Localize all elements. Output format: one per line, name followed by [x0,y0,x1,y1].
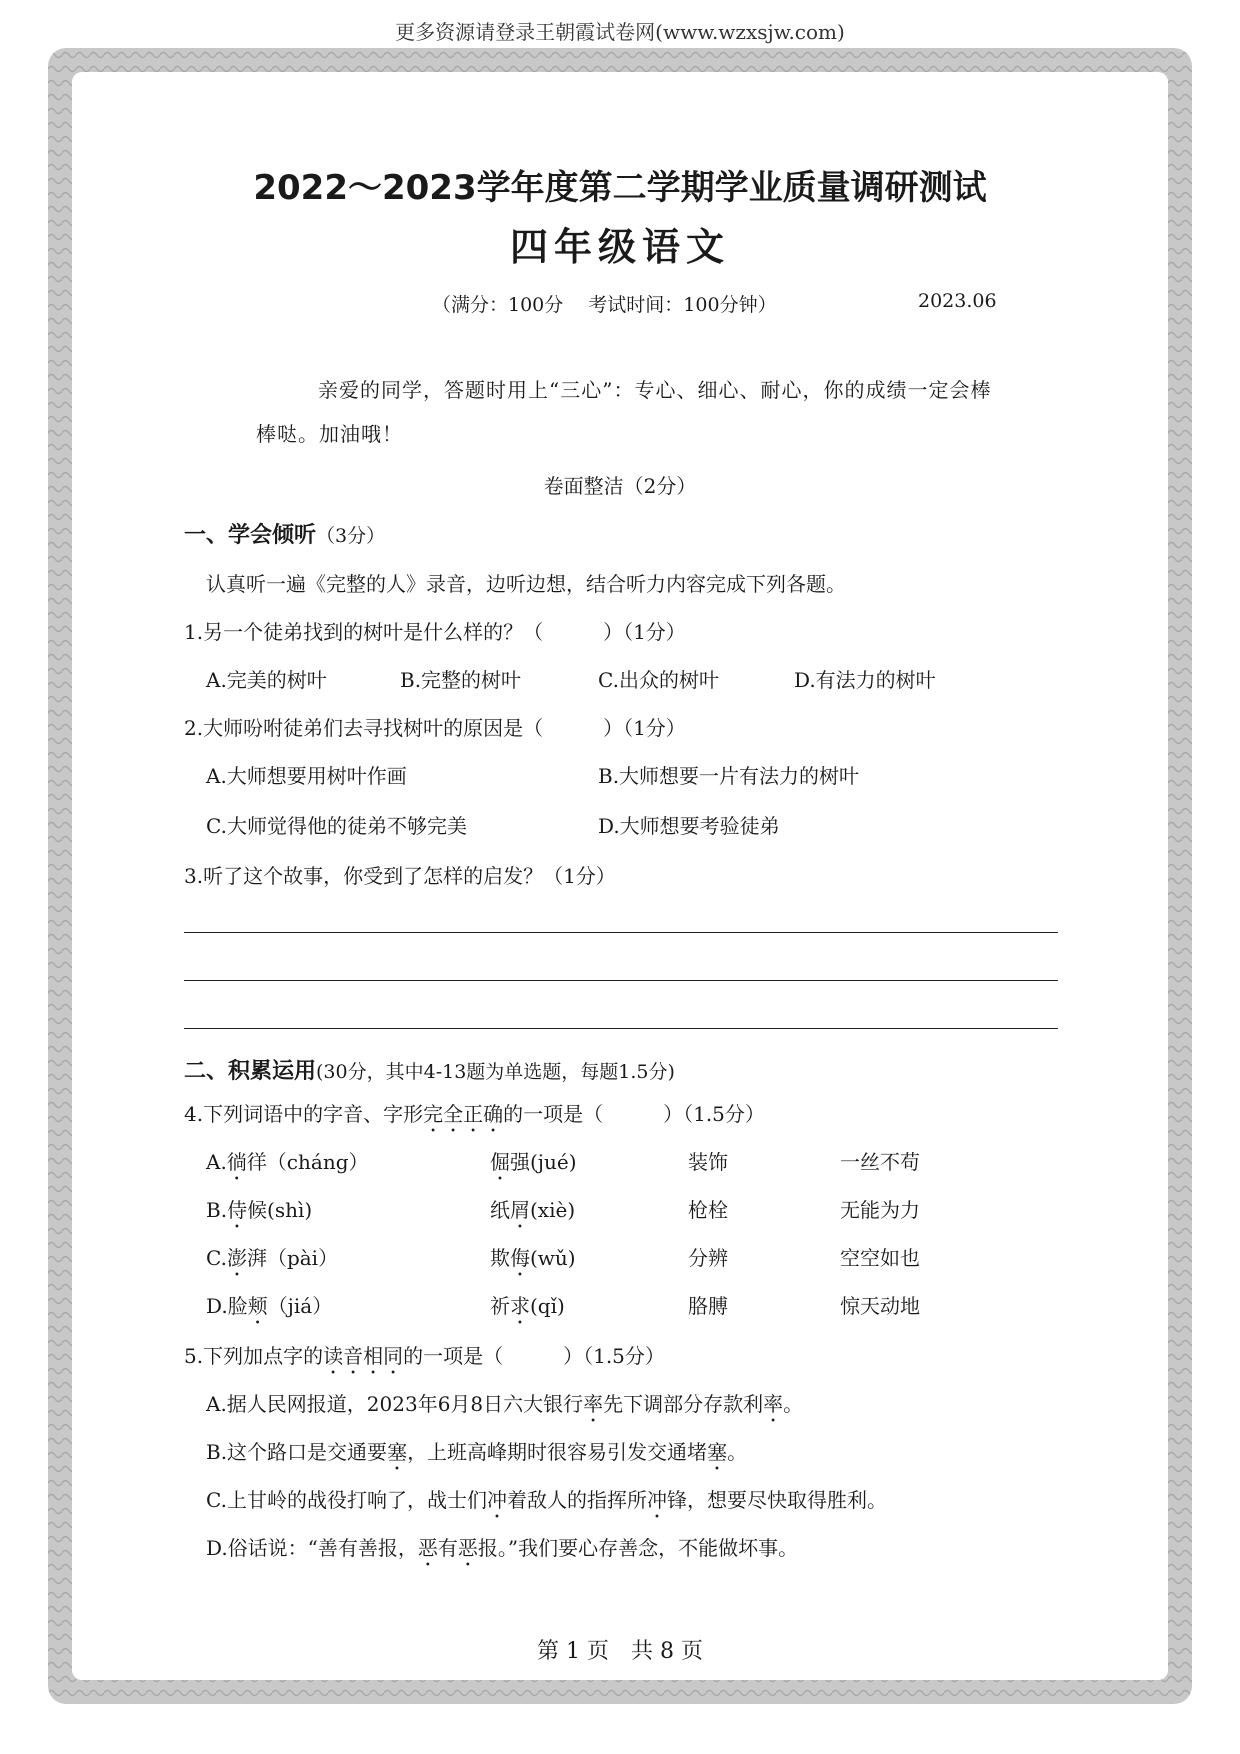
row-a-word: 徉（cháng） [246,1150,369,1174]
option-a-text-3: 。 [783,1392,804,1416]
question-5-stem [184,1340,665,1379]
row-d-col2-pinyin: (qǐ) [530,1294,565,1318]
option-d-dotted-1: 恶 [417,1536,438,1560]
question-1-option-b: B.完整的树叶 [400,668,522,692]
option-b-dotted-1: 塞 [387,1440,408,1464]
row-b-word: 候(shì) [247,1198,313,1222]
option-d-text-2: 有 [437,1536,458,1560]
row-c-dotted-char: 澎 [226,1246,247,1270]
greeting-line-2: 棒哒。加油哦！ [256,422,403,446]
option-d-dotted-2: 恶 [457,1536,478,1560]
question-4-row-c-col-2 [490,1242,576,1281]
row-a-dotted-char: 徜 [226,1150,247,1174]
option-c-dotted-1: 冲 [486,1488,507,1512]
option-d-text-3: 报。”我们要心存善念，不能做坏事。 [477,1536,799,1560]
row-b-col2-pre: 纸 [490,1198,510,1222]
question-2-option-a: A.大师想要用树叶作画 [206,764,407,788]
question-4-row-c-col-4: 空空如也 [840,1246,920,1270]
option-c-text-1: C.上甘岭的战役打响了，战士们 [206,1488,487,1512]
question-4-row-a-col-2 [490,1146,577,1185]
row-a-col2-word: 强(jué) [510,1150,577,1174]
question-4-row-a-col-4: 一丝不苟 [840,1150,920,1174]
answer-line-3[interactable] [184,1028,1058,1029]
question-5-stem-emphasis: 读音相同 [323,1344,404,1368]
question-4-stem-emphasis: 完全正确 [423,1102,504,1126]
option-b-text-2: ，上班高峰期时很容易引发交通堵 [407,1440,708,1464]
row-a-label: A. [206,1150,227,1174]
row-c-word: 湃（pài） [246,1246,339,1270]
option-c-text-2: 着敌人的指挥所 [506,1488,647,1512]
answer-line-1[interactable] [184,932,1058,933]
row-d-col2-dotted-char: 求 [510,1294,530,1318]
option-a-dotted-2: 率 [763,1392,784,1416]
greeting-line-1: 亲爱的同学，答题时用上“三心”：专心、细心、耐心，你的成绩一定会棒 [318,378,992,402]
question-4-row-b-col-2 [490,1194,575,1233]
row-b-dotted-char: 侍 [227,1198,248,1222]
question-1-stem: 1.另一个徒弟找到的树叶是什么样的？（ ）（1分） [184,620,686,644]
section-2-heading [184,1054,675,1085]
option-c-dotted-2: 冲 [646,1488,667,1512]
row-c-label: C. [206,1246,227,1270]
question-4-row-b-col-1 [206,1194,312,1233]
section-1-heading [184,518,385,549]
question-1-option-d: D.有法力的树叶 [794,668,936,692]
row-d-pinyin: （jiá） [267,1294,333,1318]
option-b-dotted-2: 塞 [707,1440,728,1464]
page-footer: 第 1 页 共 8 页 [537,1639,703,1664]
row-b-col2-pinyin: (xiè) [530,1198,576,1222]
exam-date: 2023.06 [918,290,997,312]
row-b-col2-dotted-char: 屑 [510,1198,530,1222]
question-5-option-b [206,1436,747,1475]
question-4-stem-post: 的一项是（ ）（1.5分） [503,1102,765,1126]
question-4-row-c-col-1 [206,1242,338,1281]
option-b-text-1: B.这个路口是交通要 [206,1440,388,1464]
neatness-note: 卷面整洁（2分） [543,474,697,498]
row-d-dotted-char: 颊 [247,1294,268,1318]
row-b-label: B. [206,1198,228,1222]
question-2-option-c: C.大师觉得他的徒弟不够完美 [206,814,467,838]
option-b-text-3: 。 [727,1440,748,1464]
question-2-option-d: D.大师想要考验徒弟 [598,814,780,838]
question-1-option-c: C.出众的树叶 [598,668,719,692]
option-c-text-3: 锋，想要尽快取得胜利。 [666,1488,887,1512]
section-2-points: (30分，其中4-13题为单选题，每题1.5分) [316,1061,675,1083]
question-4-row-d-col-4: 惊天动地 [840,1294,920,1318]
question-4-stem [184,1098,765,1137]
option-a-dotted-1: 率 [583,1392,604,1416]
option-d-text-1: D.俗话说：“善有善报， [206,1536,418,1560]
row-a-col2-dotted-char: 倔 [490,1150,510,1174]
section-1-points: （3分） [316,525,386,547]
section-1-title: 一、学会倾听 [184,523,317,548]
section-1-instruction: 认真听一遍《完整的人》录音，边听边想，结合听力内容完成下列各题。 [206,572,846,596]
question-2-option-b: B.大师想要一片有法力的树叶 [598,764,860,788]
question-4-stem-pre: 4.下列词语中的字音、字形 [184,1102,424,1126]
row-d-col2-pre: 祈 [490,1294,510,1318]
section-2-title: 二、积累运用 [184,1059,317,1084]
question-4-row-d-col-3: 胳膊 [688,1294,728,1318]
question-5-option-a [206,1388,803,1427]
answer-line-2[interactable] [184,980,1058,981]
question-5-stem-pre: 5.下列加点字的 [184,1344,324,1368]
question-4-row-a-col-1 [206,1146,369,1185]
question-5-stem-post: 的一项是（ ）（1.5分） [403,1344,665,1368]
question-4-row-d-col-1 [206,1290,332,1329]
question-5-option-c [206,1484,887,1523]
question-5-option-d [206,1532,798,1571]
source-banner: 更多资源请登录王朝霞试卷网(www.wzxsjw.com) [395,20,845,44]
option-a-text-2: 先下调部分存款利 [603,1392,764,1416]
exam-subtitle: 四年级语文 [509,225,730,269]
exam-title: 2022～2023学年度第二学期学业质量调研测试 [253,168,987,208]
row-d-label: D.脸 [206,1294,248,1318]
question-4-row-a-col-3: 装饰 [688,1150,728,1174]
score-info: （满分：100分 考试时间：100分钟） [432,294,777,316]
question-3-stem: 3.听了这个故事，你受到了怎样的启发？（1分） [184,864,616,888]
row-c-col2-pre: 欺 [490,1246,510,1270]
question-2-stem: 2.大师吩咐徒弟们去寻找树叶的原因是（ ）（1分） [184,716,686,740]
row-c-col2-dotted-char: 侮 [510,1246,530,1270]
question-4-row-b-col-4: 无能为力 [840,1198,920,1222]
option-a-text-1: A.据人民网报道，2023年6月8日六大银行 [206,1392,584,1416]
question-4-row-b-col-3: 枪栓 [688,1198,728,1222]
question-4-row-c-col-3: 分辨 [688,1246,728,1270]
row-c-col2-pinyin: (wǔ) [530,1246,576,1270]
question-4-row-d-col-2 [490,1290,565,1329]
question-1-option-a: A.完美的树叶 [206,668,327,692]
